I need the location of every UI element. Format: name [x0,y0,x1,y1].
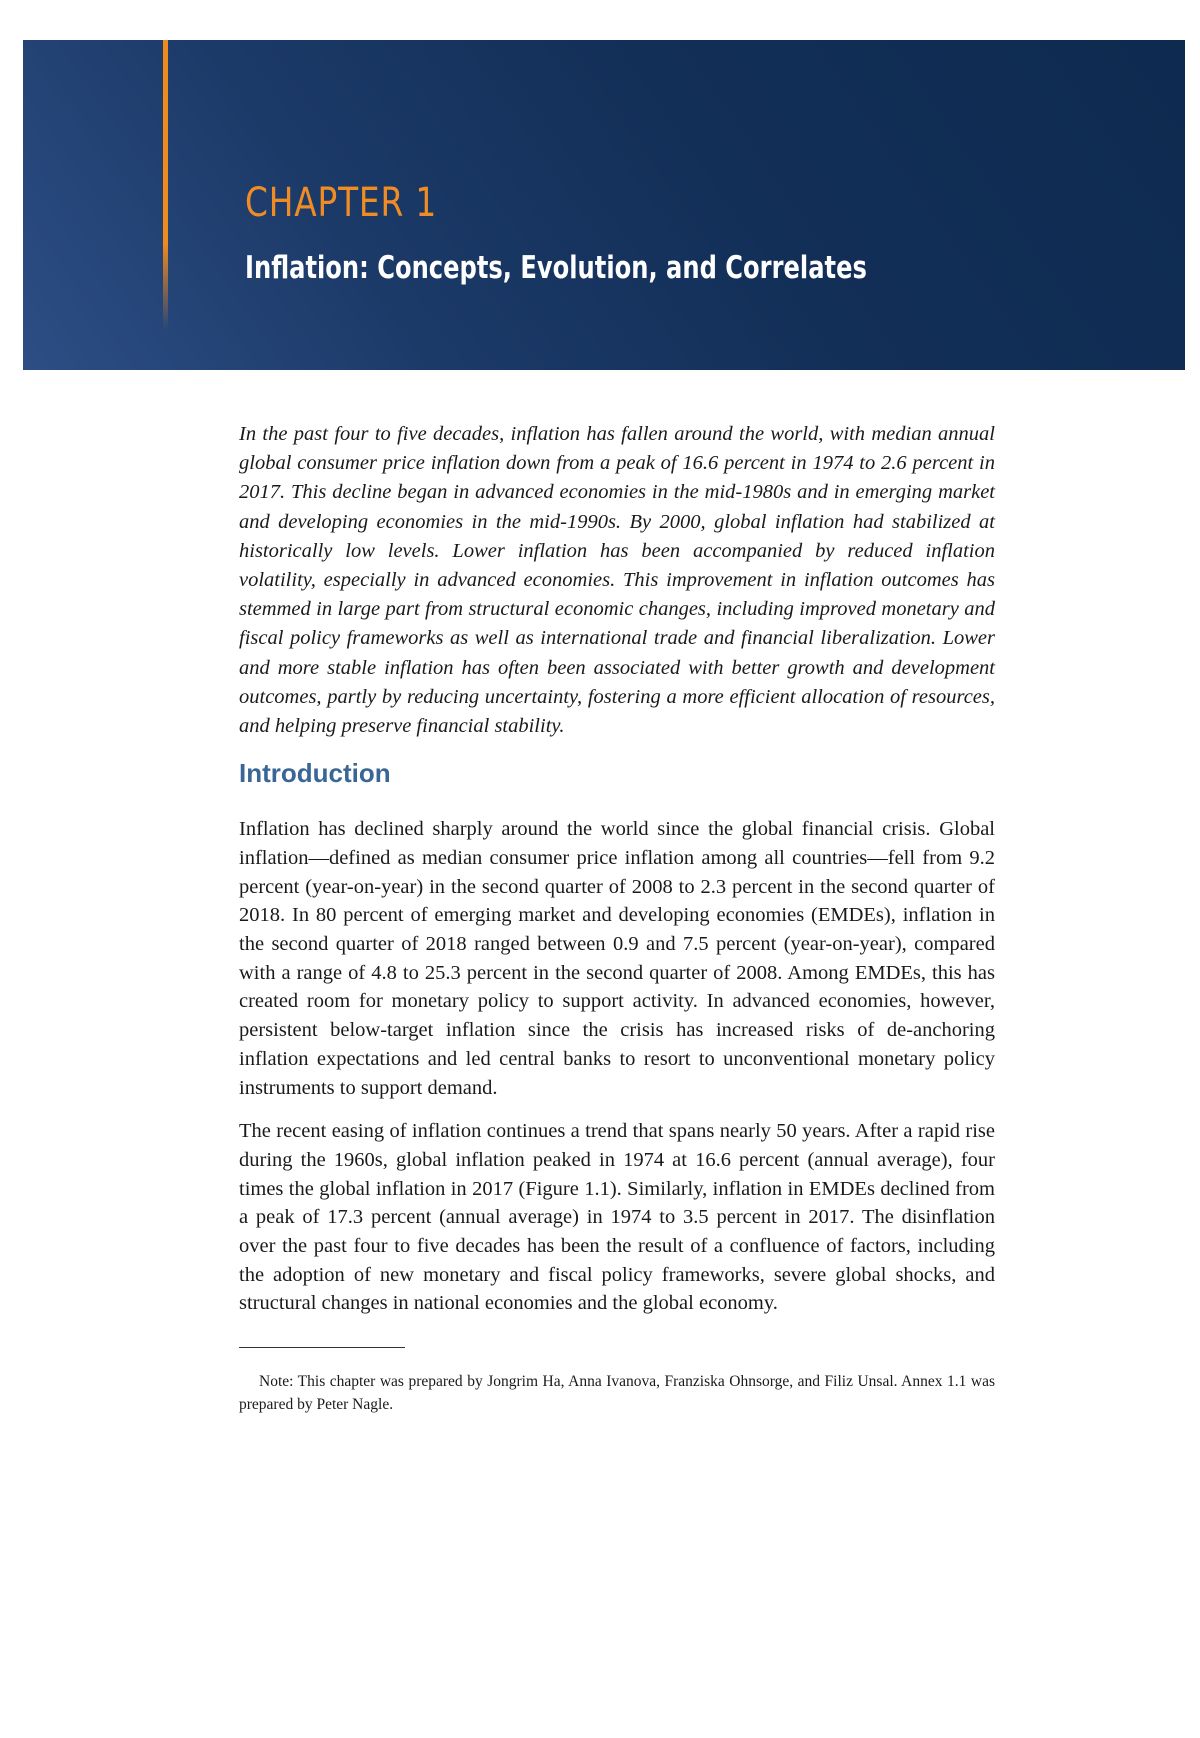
chapter-abstract: In the past four to five decades, inflation has fallen around the world, with median annual global consumer price inflation down from a peak of 16.6 percent in 1974 to 2.6 percent in 2017. This decline began in advanced economies in the mid-1980s and in emerging market and developing economies in the mid-1990s. By 2000, global inflation had stabilized at historically low levels. Lower inflation has been accompanied by reduced inflation volatility, especially in advanced economies. This improvement in inflation outcomes has stemmed in large part from structural economic changes, including improved monetary and fiscal policy frameworks as well as international trade and financial liberalization. Lower and more stable inflation has often been associated with better growth and development outcomes, partly by reducing uncertainty, fostering a more efficient allocation of resources, and helping preserve financial stability. [239,423,995,738]
body-paragraph: Inflation has declined sharply around the world since the global financial crisis. Global inflation—defined as median consumer price inflation among all countries—fell from 9.2 percent (year-on-year) in the second quarter of 2008 to 2.3 percent in the second quarter of 2018. In 80 percent of emerging market and developing economies (EMDEs), inflation in the second quarter of 2018 ranged between 0.9 and 7.5 percent (year-on-year), compared with a range of 4.8 to 25.3 percent in the second quarter of 2008. Among EMDEs, this has created room for monetary policy to support activity. In advanced economies, however, persistent below-target inflation since the crisis has increased risks of de-anchoring inflation expectations and led central banks to resort to unconventional monetary policy instruments to support demand. [239,818,995,1099]
section-heading-introduction: Introduction [239,758,391,789]
footnote: Note: This chapter was prepared by Jongrim Ha, Anna Ivanova, Franziska Ohnsorge, and Filiz Unsal. Annex 1.1 was prepared by Peter Nagle. [239,1373,995,1414]
footnote-divider [239,1347,405,1348]
chapter-label: CHAPTER 1 [245,180,438,226]
banner-accent-bar [163,40,168,330]
body-paragraph: The recent easing of inflation continues a trend that spans nearly 50 years. After a rapid rise during the 1960s, global inflation peaked in 1974 at 16.6 percent (annual average), four times the global inflation in 2017 (Figure 1.1). Similarly, inflation in EMDEs declined from a peak of 17.3 percent (annual average) in 1974 to 3.5 percent in 2017. The disinflation over the past four to five decades has been the result of a confluence of factors, including the adoption of new monetary and fiscal policy frameworks, severe global shocks, and structural changes in national economies and the global economy. [239,1120,995,1315]
chapter-title: Inflation: Concepts, Evolution, and Correlates [245,250,867,286]
page-content [239,420,995,1416]
chapter-banner [23,40,1185,370]
